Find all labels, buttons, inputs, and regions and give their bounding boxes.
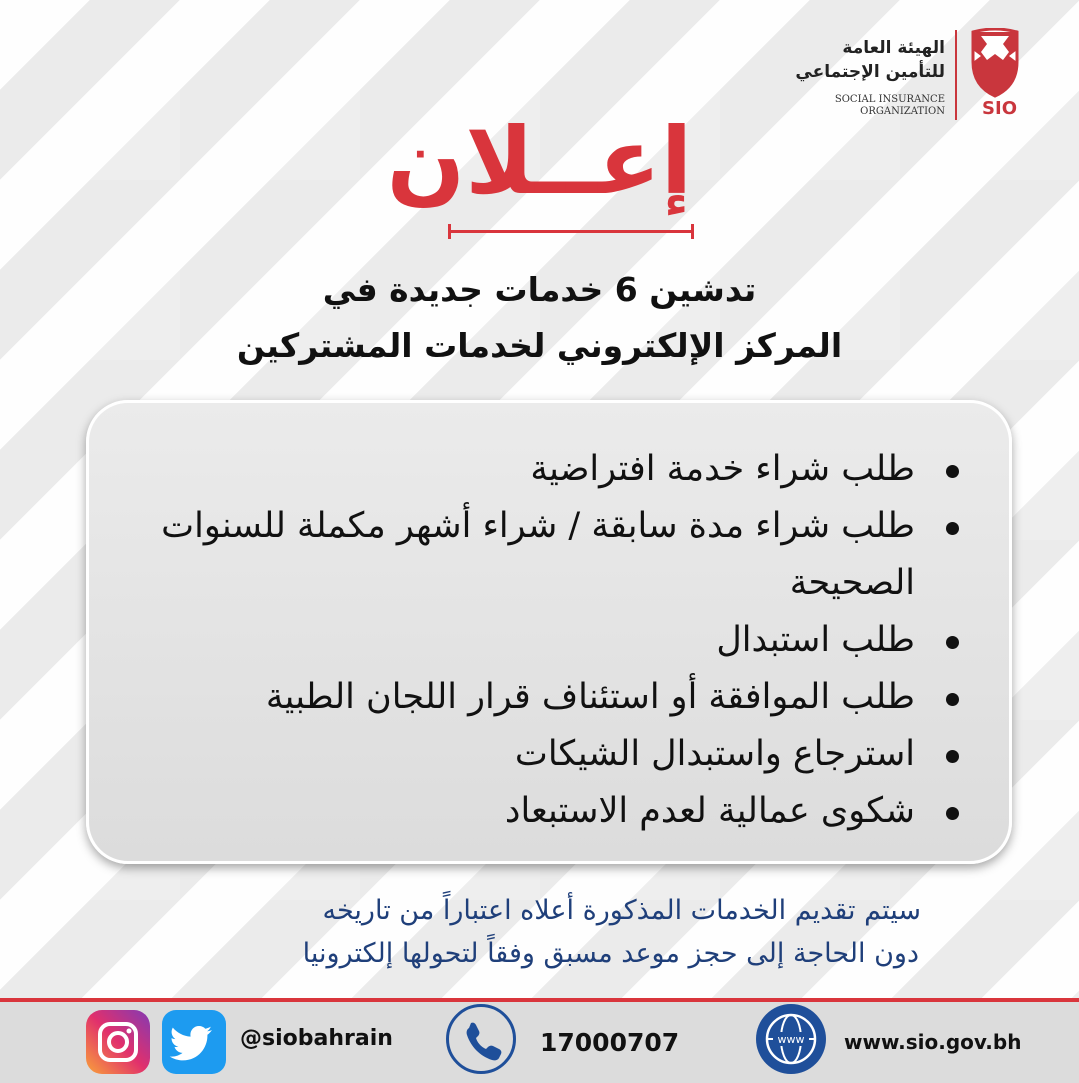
service-item: طلب استبدال	[99, 612, 965, 669]
title-underline	[448, 230, 694, 233]
logo-english-line2: ORGANIZATION	[860, 106, 945, 117]
service-item: استرجاع واستبدال الشيكات	[99, 726, 965, 783]
service-item: شكوى عمالية لعدم الاستبعاد	[99, 783, 965, 840]
logo-english-line1: SOCIAL INSURANCE	[834, 94, 945, 105]
globe-icon	[756, 1004, 826, 1074]
twitter-icon[interactable]	[162, 1010, 226, 1074]
service-item: طلب شراء مدة سابقة / شراء أشهر مكملة للسنوات الصحيحة	[99, 498, 965, 612]
service-item: طلب الموافقة أو استئناف قرار اللجان الطبية	[99, 669, 965, 726]
bahrain-emblem-icon	[963, 28, 1027, 98]
social-handle[interactable]: @siobahrain	[240, 1026, 393, 1051]
website-url[interactable]: www.sio.gov.bh	[844, 1030, 1022, 1054]
logo-arabic-line2: للتأمين الإجتماعي	[795, 62, 945, 82]
logo-divider	[955, 30, 957, 120]
announcement-title: إعــلان	[386, 108, 693, 215]
service-item: طلب شراء خدمة افتراضية	[99, 441, 965, 498]
sio-logo	[781, 22, 1041, 122]
headline-line1: تدشين 6 خدمات جديدة في	[322, 270, 757, 309]
services-list	[99, 441, 965, 840]
headline-line2: المركز الإلكتروني لخدمات المشتركين	[236, 326, 843, 365]
phone-icon	[446, 1004, 516, 1074]
services-card	[86, 400, 1012, 864]
logo-abbreviation: SIO	[982, 98, 1017, 119]
phone-number[interactable]: 17000707	[540, 1028, 680, 1057]
note-line2: دون الحاجة إلى حجز موعد مسبق وفقاً لتحولها إلكترونيا	[302, 938, 919, 969]
logo-arabic-line1: الهيئة العامة	[842, 38, 945, 58]
instagram-icon[interactable]	[86, 1010, 150, 1074]
note-line1: سيتم تقديم الخدمات المذكورة أعلاه اعتباراً من تاريخه	[322, 895, 921, 926]
globe-icon-label: www	[777, 1033, 805, 1046]
